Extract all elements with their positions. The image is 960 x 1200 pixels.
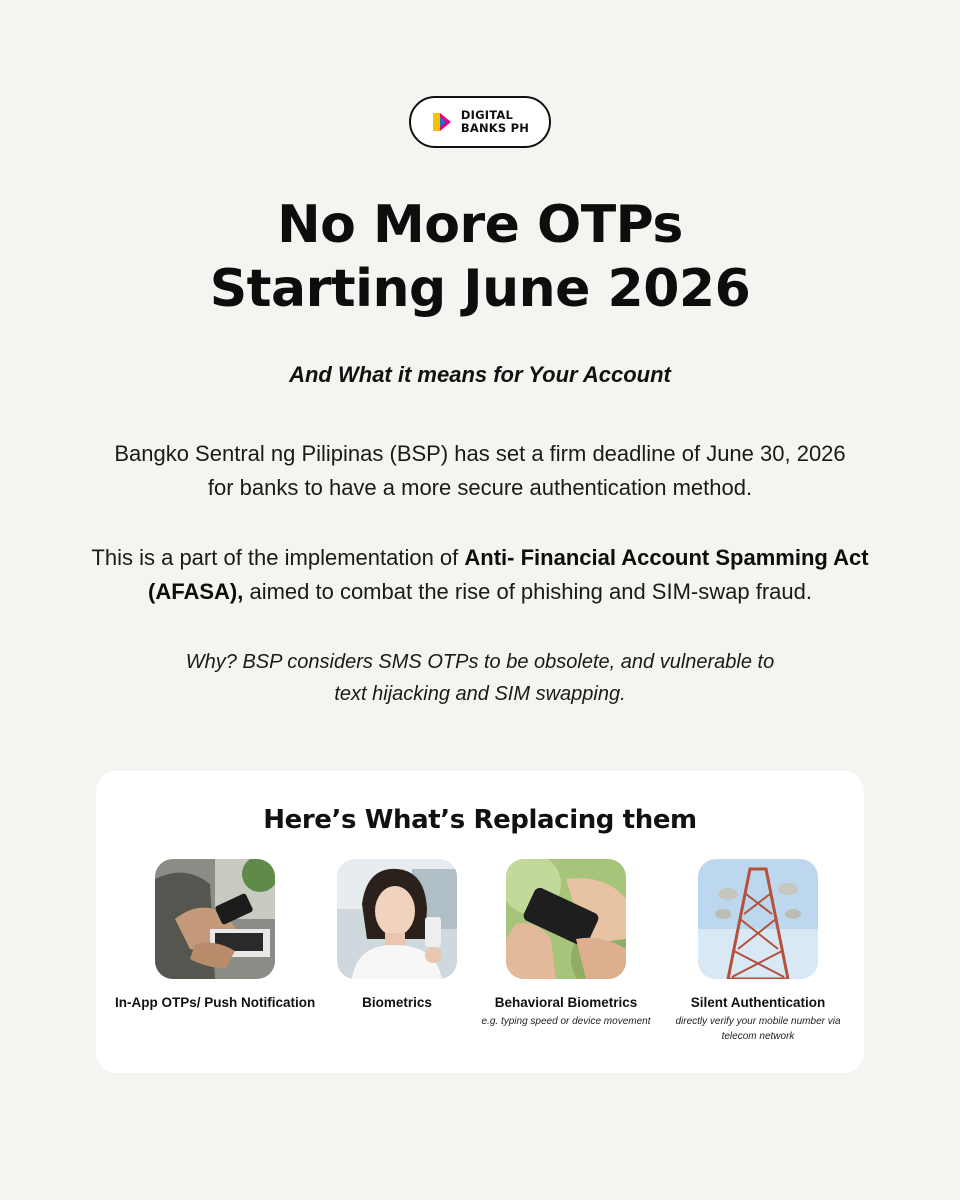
method-description: directly verify your mobile number via telecom network [675,1016,841,1042]
method-in-app-otp [115,859,315,1010]
deadline-paragraph [60,437,900,505]
deadline-line2: for banks to have a more secure authentication method. [207,475,753,500]
method-behavioral-biometrics [466,859,666,1029]
title-line1: No More OTPs [277,195,683,255]
brand-logo [409,96,551,148]
brand-name-line1: DIGITAL [460,108,514,122]
page-subtitle: And What it means for Your Account [289,362,671,387]
cell-tower-photo-icon [698,859,818,979]
brand-name-line2: BANKS PH [460,121,530,135]
method-label: Behavioral Biometrics [494,995,638,1010]
why-line2: text hijacking and SIM swapping. [334,683,626,705]
page-title [0,193,960,321]
afasa-act-name: Anti- Financial Account Spamming Act (AFASA), [148,545,869,604]
phone-in-hand-photo-icon [155,859,275,979]
method-label: Silent Authentication [690,995,826,1010]
brand-name [461,109,529,135]
method-description: e.g. typing speed or device movement [481,1016,651,1027]
method-label: Biometrics [362,995,432,1010]
brand-logo-icon [431,111,453,133]
afasa-paragraph [60,541,900,609]
replacements-title: Here’s What’s Replacing them [263,805,697,835]
deadline-line1: Bangko Sentral ng Pilipinas (BSP) has set a firm deadline of June 30, 2026 [114,441,846,466]
afasa-intro: This is a part of the implementation of [91,545,465,570]
replacements-card [96,771,864,1073]
why-line1: Why? BSP considers SMS OTPs to be obsolete, and vulnerable to [185,651,775,673]
face-scan-photo-icon [337,859,457,979]
afasa-purpose: aimed to combat the rise of phishing and SIM-swap fraud. [243,579,812,604]
method-silent-authentication [658,859,858,1044]
method-label: In-App OTPs/ Push Notification [115,995,316,1010]
typing-phone-photo-icon [506,859,626,979]
why-paragraph [60,646,900,710]
title-line2: Starting June 2026 [209,259,751,319]
